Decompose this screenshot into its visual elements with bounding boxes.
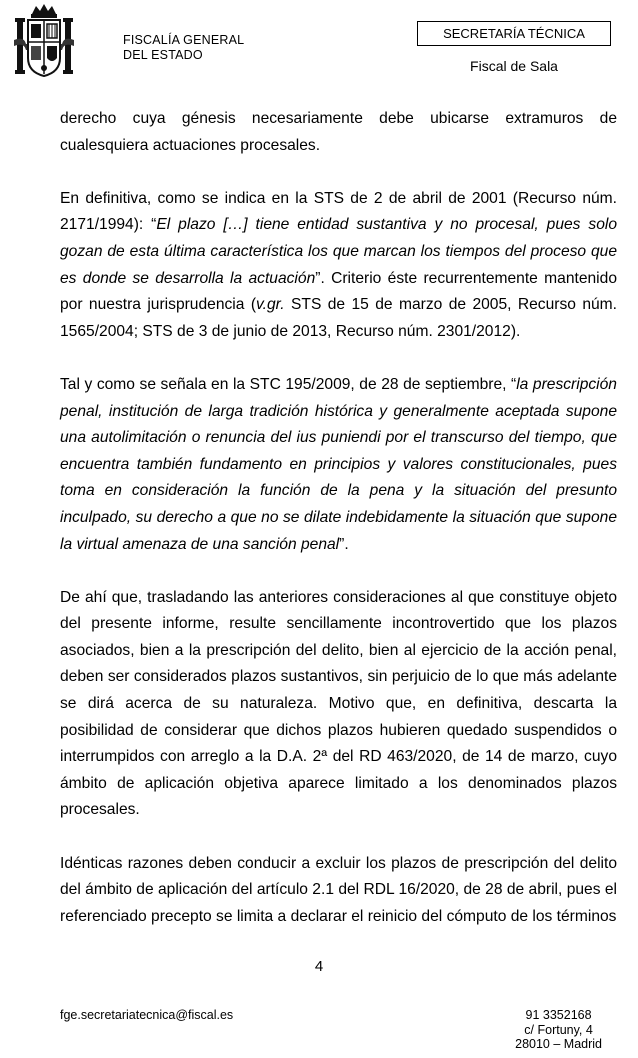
document-body (60, 106, 617, 957)
paragraph-text: De ahí que, trasladando las anteriores consideraciones al que constituye objeto del presente informe, resulte sencillamente incontrovertido que los plazos asociados, bien a la prescripción del delito, bien al ejercicio de la acción penal, deben ser considerados plazos sustantivos, sin perjuicio de lo que más adelante se dirá acerca de su naturaleza. Motivo que, en definitiva, descarta la posibilidad de considerar que dichos plazos hubieren quedado suspendidos o interrumpidos con arreglo a la D.A. 2ª del RD 463/2020, de 14 de marzo, cuyo ámbito de aplicación objetiva aparece limitado a los denominados plazos procesales. (60, 588, 617, 819)
footer-email: fge.secretariatecnica@fiscal.es (60, 1008, 234, 1022)
italic-quote-text: v.gr. (256, 296, 285, 314)
paragraph (60, 186, 617, 346)
italic-quote-text: El plazo […] tiene entidad sustantiva y no procesal, pues solo gozan de esta última característica los que marcan los tiempos del proceso que es donde se desarrolla la actuación (60, 216, 618, 287)
department-box: SECRETARÍA TÉCNICA (417, 21, 611, 46)
paragraph-text: ”. (339, 535, 349, 553)
paragraph-text: derecho cuya génesis necesariamente debe ubicarse extramuros de cualesquiera actuaciones procesales. (60, 110, 617, 154)
page-number: 4 (314, 958, 324, 975)
org-name-line2: DEL ESTADO (123, 48, 203, 62)
footer-contact (515, 1008, 602, 1052)
paragraph-text: Idénticas razones deben conducir a excluir los plazos de prescripción del delito del ámbito de aplicación del artículo 2.1 del RDL 16/2020, de 28 de abril, pues el referenciado precepto se limita a declarar el reinicio del cómputo de los términos (60, 854, 617, 925)
paragraph (60, 106, 617, 159)
paragraph (60, 851, 617, 931)
footer-city: 28010 – Madrid (515, 1037, 602, 1051)
coat-of-arms-logo (14, 2, 74, 82)
paragraph (60, 585, 617, 824)
paragraph (60, 372, 617, 558)
footer-address: c/ Fortuny, 4 (524, 1022, 593, 1037)
paragraph-text: Tal y como se señala en la STC 195/2009, de 28 de septiembre, “ (60, 375, 517, 393)
organization-name (123, 33, 244, 63)
paragraph-text: STS de 15 de marzo de 2005, Recurso núm. 1565/2004; STS de 3 de junio de 2013, Recurso núm. 2301/2012). (60, 296, 618, 340)
italic-quote-text: la prescripción penal, institución de larga tradición histórica y generalmente aceptada supone una autolimitación o renuncia del ius puniendi por el transcurso del tiempo, que encuentra también fundamento en principios y valores constitucionales, pues toma en consideración la función de la pena y la situación del presunto inculpado, su derecho a que no se dilate indebidamente la situación que supone la virtual amenaza de una sanción penal (60, 375, 617, 553)
paragraph-text: En definitiva, como se indica en la STS de 2 de abril de 2001 (Recurso núm. 2171/1994): “ (60, 189, 617, 234)
paragraph-text: ”. Criterio éste recurrentemente mantenido por nuestra jurisprudencia ( (60, 269, 617, 314)
org-name-line1: FISCALÍA GENERAL (123, 33, 245, 47)
footer-phone: 91 3352168 (525, 1008, 592, 1022)
department-subtitle: Fiscal de Sala (470, 58, 558, 74)
